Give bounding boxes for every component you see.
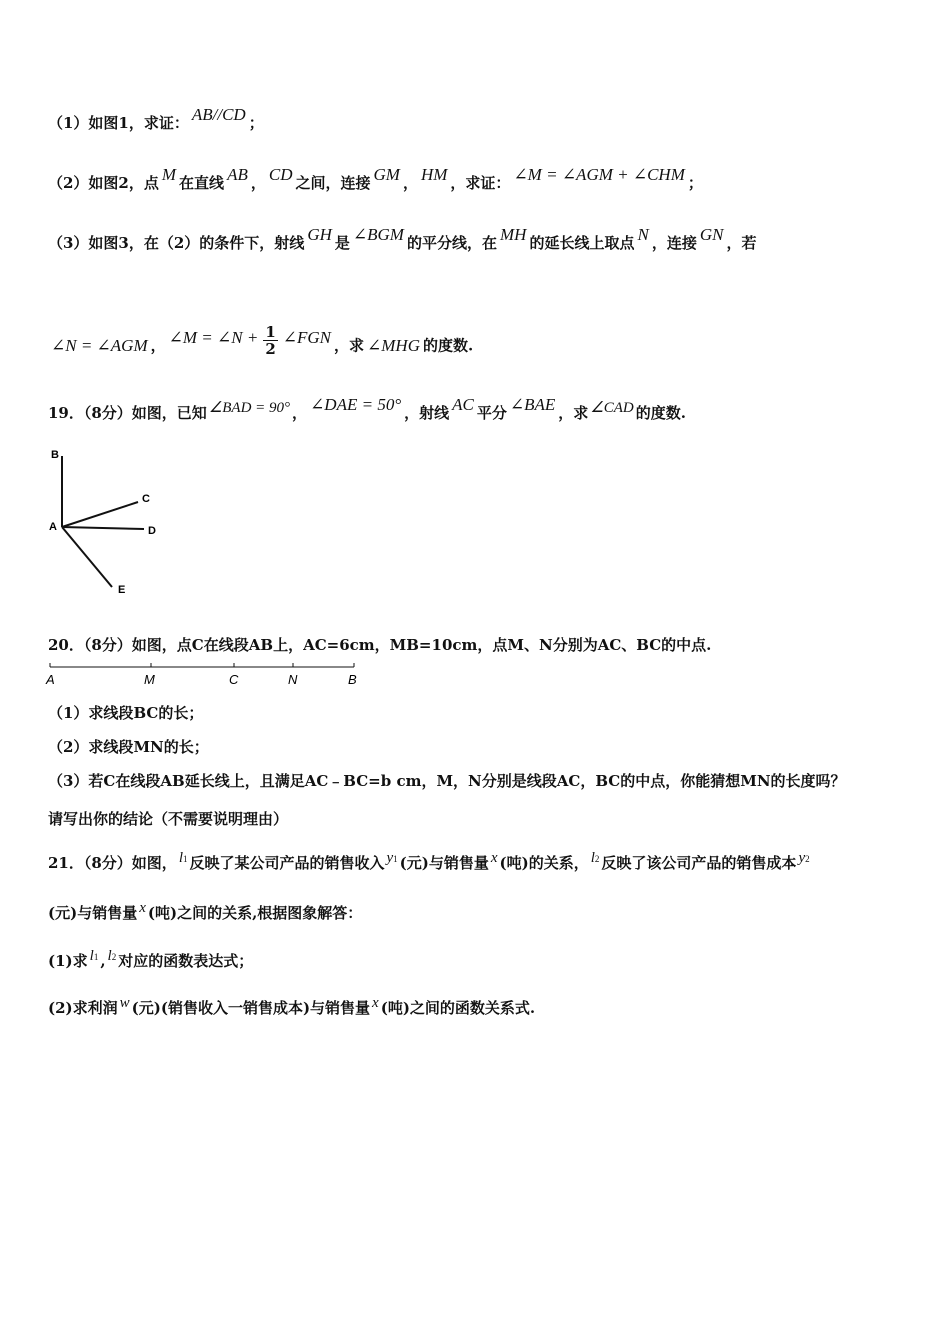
text: ，射线 [404,404,450,422]
text: ，连接 [651,234,697,252]
label-n: N [288,672,298,687]
q18-part3 [48,225,757,253]
math-y1 [387,850,398,866]
math-l2 [591,850,600,866]
ray-ae [62,527,112,587]
punct: ， [250,174,266,192]
math-angle-equation: ∠M = ∠AGM + ∠CHM [513,165,685,184]
math-angle-n-eq-agm: ∠N = ∠AGM [51,335,148,355]
math-ab: AB [227,165,248,184]
label-e: E [118,584,126,596]
math-angle-cad: ∠CAD [590,400,634,416]
text: 反映了该公司产品的销售成本 [601,854,797,872]
math-angle-mhg: ∠MHG [367,335,420,355]
text: 对应的函数表达式； [118,952,254,970]
q20-stem: 20．（8分）如图，点C在线段AB上，AC=6cm，MB=10cm，点M、N分别为AC、BC的中点. [48,636,712,654]
text: (元)与销售量 [399,854,489,872]
math-gn: GN [699,225,724,244]
label-d: D [148,525,156,537]
math-ab-parallel-cd: AB//CD [191,105,246,124]
label-b: B [348,672,357,687]
punct: , [100,952,106,970]
math-w: w [119,995,130,1011]
text: ，若 [726,234,757,252]
punct: ， [402,174,418,192]
subscript: 1 [93,952,99,962]
math-angle-m-eq-n: ∠M = ∠N + [168,327,259,347]
punct: ； [687,174,703,192]
math-x: x [490,850,498,866]
q21-stem-cont [48,902,362,923]
subscript: 2 [111,952,117,962]
math-mh: MH [500,225,527,244]
q18-part1 [48,105,264,133]
text: 的平分线，在 [406,234,497,252]
text: 19．（8分）如图，已知 [48,404,207,422]
text: 平分 [476,404,507,422]
label-m: M [144,672,155,687]
math-ac: AC [452,395,474,414]
text: 反映了某公司产品的销售收入 [189,854,385,872]
q18-part1-text: （1）如图1，求证： [48,114,189,132]
math-angle-bae: ∠BAE [509,395,556,414]
ray-ac [62,502,138,527]
math-m: M [161,165,177,184]
math-l1 [179,850,188,866]
text: (1)求 [48,952,88,970]
q18-part4 [48,323,474,363]
subscript: 1 [393,854,398,864]
text: ，求 [334,336,365,355]
label-a: A [49,521,57,533]
text: 在直线 [179,174,225,192]
text: （3）如图3，在（2）的条件下，射线 [48,234,305,252]
math-fraction-half [263,324,277,357]
text: 的度数. [635,404,686,422]
fraction-denominator: 2 [265,340,276,358]
q20-sub2: （2）求线段MN的长； [48,738,209,756]
math-angle-bad: ∠BAD = 90° [208,400,291,416]
label-a: A [46,672,55,687]
subscript: 1 [182,854,188,864]
text: ，求 [558,404,589,422]
text: (元)与销售量 [48,904,138,922]
var-l: l [590,850,595,866]
var-l: l [107,948,112,964]
q19-figure [40,440,180,600]
var-y: y [386,850,394,866]
ray-ad [62,527,144,529]
text: 的延长线上取点 [529,234,635,252]
subscript: 2 [805,854,810,864]
text: ，求证： [450,174,511,192]
q20-sub3: （3）若C在线段AB延长线上，且满足AC﹣BC=b cm，M，N分别是线段AC，BC的中点，你能猜想MN的长度吗？ [48,772,846,790]
text: (元)(销售收入一销售成本)与销售量 [131,999,371,1017]
math-angle-bgm: ∠BGM [352,225,404,244]
text: (吨)的关系， [499,854,589,872]
fraction-numerator: 1 [265,323,276,341]
label-b: B [51,449,59,461]
text: 是 [334,234,350,252]
math-cd: CD [268,165,293,184]
q20-sub3-cont: 请写出你的结论（不需要说明理由） [48,810,289,828]
var-y: y [798,850,806,866]
q20-figure [44,660,364,690]
punct: ， [150,336,166,355]
punct: ， [292,404,308,422]
text: (2)求利润 [48,999,118,1017]
text: 的度数. [423,336,474,355]
q18-part2 [48,165,703,193]
q20-sub1: （1）求线段BC的长； [48,704,204,722]
label-c: C [229,672,239,687]
text: (吨)之间的关系,根据图象解答： [147,904,363,922]
text: 21．（8分）如图， [48,854,177,872]
var-l: l [89,948,94,964]
q19-stem [48,395,686,423]
var-l: l [178,850,183,866]
text: 之间，连接 [295,174,371,192]
math-l1 [90,948,99,964]
math-y2 [798,850,809,866]
math-n: N [637,225,649,244]
math-hm: HM [420,165,448,184]
text: (吨)之间的函数关系式. [380,999,536,1017]
text: （2）如图2，点 [48,174,159,192]
math-x: x [139,900,146,916]
q21-sub2 [48,997,535,1018]
punct: ； [248,114,264,132]
math-gh: GH [307,225,332,244]
q21-stem [48,852,812,873]
math-x: x [372,995,379,1011]
label-c: C [142,493,150,505]
q21-sub1 [48,950,253,971]
math-l2 [108,948,117,964]
math-gm: GM [373,165,400,184]
math-angle-fgn: ∠FGN [282,327,332,347]
math-angle-dae: ∠DAE = 50° [310,395,402,414]
subscript: 2 [594,854,600,864]
